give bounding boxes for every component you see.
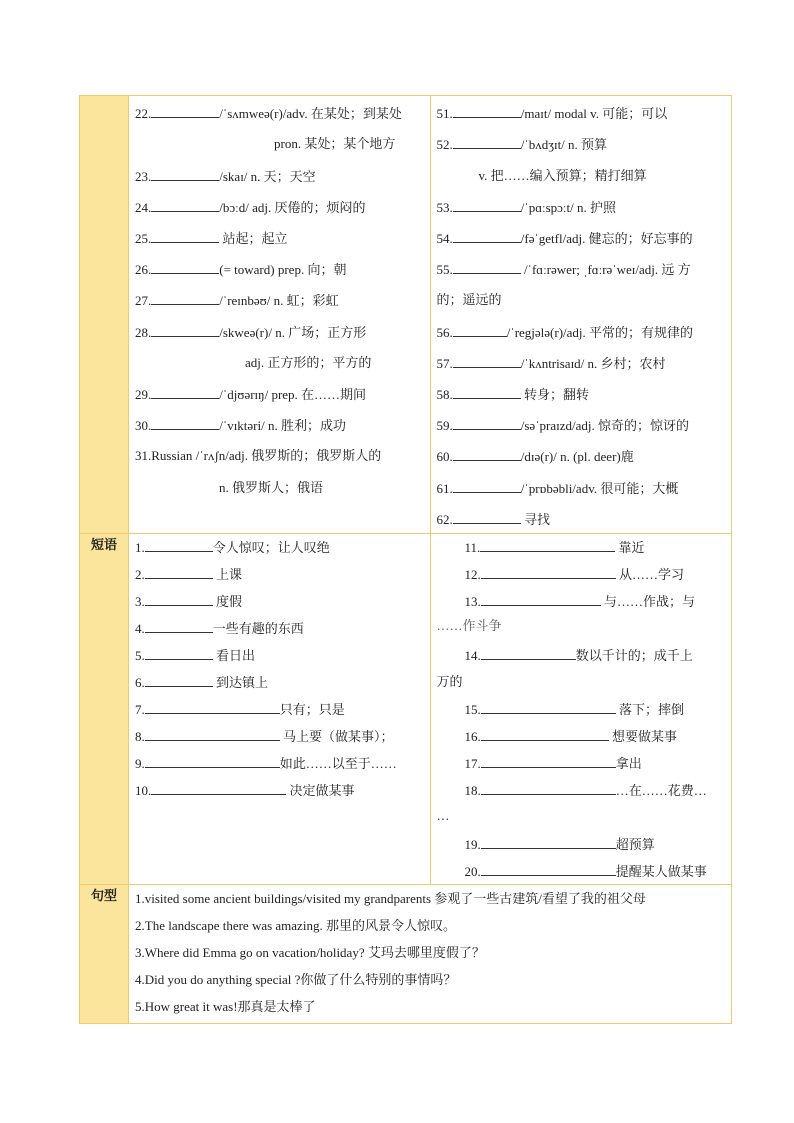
entry-text: 想要做某事 xyxy=(608,729,678,744)
entry-line xyxy=(219,480,323,496)
entry-text: /ˈpɑːspɔːt/ n. 护照 xyxy=(520,200,617,215)
entry-text: /dɪə(r)/ n. (pl. deer)鹿 xyxy=(520,449,634,464)
answer-blank[interactable] xyxy=(453,261,521,274)
answer-blank[interactable] xyxy=(453,386,521,399)
entry-line xyxy=(274,136,395,152)
entry-text: …在……花费… xyxy=(615,783,707,798)
entry-line xyxy=(437,480,679,497)
answer-blank[interactable] xyxy=(145,674,213,687)
sentence-pattern: 4.Did you do anything special ?你做了什么特别的事情吗？ xyxy=(135,972,457,987)
entry-line xyxy=(437,230,693,247)
answer-blank[interactable] xyxy=(151,324,219,337)
entry-text: … xyxy=(436,808,450,823)
entry-number: 31. xyxy=(135,448,152,463)
entry-number: 57. xyxy=(436,356,453,371)
entry-line xyxy=(135,593,242,610)
answer-blank[interactable] xyxy=(481,755,616,768)
sentence-pattern: 1.visited some ancient buildings/visited my grandparents 参观了一些古建筑/看望了我的祖父母 xyxy=(135,891,646,906)
entry-text: /ˈfɑːrəwer; ˌfɑːrəˈweɪ/adj. 远 方 xyxy=(520,262,691,277)
entry-text: 与……作战；与 xyxy=(600,594,696,609)
entry-number: 13. xyxy=(464,594,481,609)
entry-number: 25. xyxy=(135,231,152,246)
entry-line xyxy=(437,511,551,528)
entry-text: 转身；翻转 xyxy=(520,387,590,402)
entry-text: 度假 xyxy=(212,594,243,609)
answer-blank[interactable] xyxy=(151,199,219,212)
entry-line xyxy=(465,836,655,853)
answer-blank[interactable] xyxy=(481,593,601,606)
answer-blank[interactable] xyxy=(145,701,280,714)
entry-number: 8. xyxy=(135,729,145,744)
answer-blank[interactable] xyxy=(145,755,280,768)
entry-text: /maɪt/ modal v. 可能；可以 xyxy=(520,106,668,121)
entry-line xyxy=(465,701,685,718)
entry-text: 上课 xyxy=(212,567,243,582)
answer-blank[interactable] xyxy=(145,566,213,579)
entry-number: 1. xyxy=(135,540,145,555)
entry-number: 54. xyxy=(436,231,453,246)
entry-line xyxy=(465,647,693,664)
entry-text: 令人惊叹；让人叹绝 xyxy=(212,540,330,555)
sentence-pattern: 3.Where did Emma go on vacation/holiday? 艾玛去哪里度假了？ xyxy=(135,945,485,960)
answer-blank[interactable] xyxy=(453,511,521,524)
entry-text: ……作斗争 xyxy=(436,618,502,633)
entry-text: /səˈpraɪzd/adj. 惊奇的；惊讶的 xyxy=(520,418,689,433)
entry-number: 3. xyxy=(135,594,145,609)
answer-blank[interactable] xyxy=(151,386,219,399)
answer-blank[interactable] xyxy=(453,448,521,461)
entry-number: 16. xyxy=(464,729,481,744)
entry-text: 的；遥远的 xyxy=(436,292,502,307)
entry-text: /fəˈgetfl/adj. 健忘的；好忘事的 xyxy=(520,231,693,246)
entry-number: 22. xyxy=(135,106,152,121)
answer-blank[interactable] xyxy=(151,417,219,430)
vocab-left-column xyxy=(129,96,431,534)
entry-text: 超预算 xyxy=(615,837,655,852)
entry-number: 29. xyxy=(135,387,152,402)
answer-blank[interactable] xyxy=(453,230,521,243)
answer-blank[interactable] xyxy=(453,355,521,368)
entry-text: v. 把……编入预算；精打细算 xyxy=(478,168,647,183)
answer-blank[interactable] xyxy=(453,105,521,118)
answer-blank[interactable] xyxy=(151,230,219,243)
entry-line xyxy=(135,620,304,637)
entry-text: 站起；起立 xyxy=(219,231,288,246)
entry-line xyxy=(437,386,590,403)
answer-blank[interactable] xyxy=(481,863,616,876)
entry-number: 11. xyxy=(464,540,481,555)
entry-line xyxy=(135,230,288,247)
entry-text: /ˈreɪnbəʊ/ n. 虹；彩虹 xyxy=(219,293,339,308)
entry-line xyxy=(437,136,608,153)
answer-blank[interactable] xyxy=(145,593,213,606)
entry-text: 拿出 xyxy=(615,756,642,771)
entry-text: 只有；只是 xyxy=(279,702,345,717)
answer-blank[interactable] xyxy=(453,199,521,212)
vocab-right-column xyxy=(430,96,732,534)
vocabulary-table xyxy=(79,95,732,1024)
entry-text: /ˈbʌdʒɪt/ n. 预算 xyxy=(520,137,608,152)
entry-number: 4. xyxy=(135,621,145,636)
entry-text: adj. 正方形的；平方的 xyxy=(245,355,372,370)
answer-blank[interactable] xyxy=(481,728,609,741)
answer-blank[interactable] xyxy=(145,539,213,552)
entry-text: 万的 xyxy=(436,674,463,689)
vocab-label-cell xyxy=(80,96,129,534)
phrases-label: 短语 xyxy=(80,534,129,885)
entry-line xyxy=(465,755,642,772)
answer-blank[interactable] xyxy=(151,168,219,181)
sentences-row xyxy=(80,885,732,1024)
entry-line xyxy=(135,386,366,403)
entry-line xyxy=(465,566,685,583)
entry-line xyxy=(135,701,345,718)
entry-line xyxy=(135,105,402,122)
entry-line xyxy=(437,105,668,122)
entry-line xyxy=(135,755,397,772)
entry-number: 2. xyxy=(135,567,145,582)
entry-text: 寻找 xyxy=(520,512,551,527)
answer-blank[interactable] xyxy=(481,836,616,849)
answer-blank[interactable] xyxy=(151,782,286,795)
entry-text: /ˈprɒbəbli/adv. 很可能；大概 xyxy=(520,481,679,496)
entry-line xyxy=(465,593,696,610)
entry-number: 53. xyxy=(436,200,453,215)
answer-blank[interactable] xyxy=(151,105,219,118)
phrases-right-column xyxy=(430,534,732,885)
entry-line xyxy=(437,324,694,341)
entry-line xyxy=(135,199,366,216)
entry-text: n. 俄罗斯人；俄语 xyxy=(219,480,324,495)
sentences-column xyxy=(129,885,732,1024)
answer-blank[interactable] xyxy=(480,539,615,552)
entry-number: 18. xyxy=(464,783,481,798)
entry-number: 59. xyxy=(436,418,453,433)
entry-line xyxy=(135,728,394,745)
entry-line xyxy=(135,647,255,664)
entry-number: 9. xyxy=(135,756,145,771)
entry-number: 23. xyxy=(135,169,152,184)
entry-line xyxy=(437,808,450,824)
entry-line xyxy=(437,618,502,634)
sentence-pattern: 2.The landscape there was amazing. 那里的风景令人惊叹。 xyxy=(135,918,456,933)
entry-number: 52. xyxy=(436,137,453,152)
entry-line xyxy=(135,448,381,464)
entry-text: 一些有趣的东西 xyxy=(212,621,304,636)
entry-line xyxy=(245,355,371,371)
phrases-row xyxy=(80,534,732,885)
sentences-label: 句型 xyxy=(80,885,129,1024)
entry-number: 24. xyxy=(135,200,152,215)
entry-number: 5. xyxy=(135,648,145,663)
answer-blank[interactable] xyxy=(151,261,219,274)
answer-blank[interactable] xyxy=(453,324,507,337)
entry-line xyxy=(135,292,339,309)
answer-blank[interactable] xyxy=(145,647,213,660)
entry-text: 决定做某事 xyxy=(286,783,355,798)
answer-blank[interactable] xyxy=(453,417,521,430)
entry-text: (= toward) prep. 向；朝 xyxy=(219,262,347,277)
answer-blank[interactable] xyxy=(481,782,616,795)
answer-blank[interactable] xyxy=(481,566,616,579)
entry-text: 提醒某人做某事 xyxy=(615,864,707,879)
answer-blank[interactable] xyxy=(145,728,280,741)
entry-text: /bɔːd/ adj. 厌倦的；烦闷的 xyxy=(219,200,366,215)
entry-text: /ˈvɪktəri/ n. 胜利；成功 xyxy=(219,418,346,433)
sentence-pattern: 5.How great it was!那真是太棒了 xyxy=(135,999,316,1014)
answer-blank[interactable] xyxy=(453,136,521,149)
entry-text: 到达镇上 xyxy=(212,675,269,690)
entry-number: 26. xyxy=(135,262,152,277)
entry-number: 12. xyxy=(464,567,481,582)
entry-number: 56. xyxy=(436,325,453,340)
entry-text: /ˈdjʊərɪŋ/ prep. 在……期间 xyxy=(219,387,367,402)
entry-line xyxy=(135,168,316,185)
entry-text: 数以千计的；成千上 xyxy=(575,648,693,663)
entry-text: /ˈsʌmweə(r)/adv. 在某处；到某处 xyxy=(219,106,402,121)
entry-number: 20. xyxy=(464,864,481,879)
entry-text: 从……学习 xyxy=(615,567,685,582)
entry-line xyxy=(135,782,355,799)
entry-line xyxy=(437,355,666,372)
entry-number: 62. xyxy=(436,512,453,527)
entry-number: 14. xyxy=(464,648,481,663)
entry-number: 27. xyxy=(135,293,152,308)
entry-text: /ˈkʌntrisaɪd/ n. 乡村；农村 xyxy=(520,356,666,371)
entry-text: /skaɪ/ n. 天；天空 xyxy=(219,169,316,184)
answer-blank[interactable] xyxy=(481,647,576,660)
entry-number: 51. xyxy=(436,106,453,121)
entry-line xyxy=(437,674,463,690)
entry-number: 10. xyxy=(135,783,152,798)
entry-number: 15. xyxy=(464,702,481,717)
entry-line xyxy=(465,782,707,799)
entry-number: 60. xyxy=(436,449,453,464)
entry-number: 28. xyxy=(135,325,152,340)
entry-line xyxy=(437,292,502,308)
entry-line xyxy=(135,674,268,691)
entry-text: 靠近 xyxy=(615,540,645,555)
entry-line xyxy=(465,728,678,745)
entry-number: 61. xyxy=(436,481,453,496)
entry-line xyxy=(437,448,634,465)
entry-line xyxy=(465,539,645,556)
entry-line xyxy=(437,417,690,434)
entry-line xyxy=(135,539,330,556)
entry-number: 19. xyxy=(464,837,481,852)
answer-blank[interactable] xyxy=(453,480,521,493)
entry-number: 7. xyxy=(135,702,145,717)
entry-line xyxy=(135,261,346,278)
entry-number: 6. xyxy=(135,675,145,690)
entry-text: Russian /ˈrʌʃn/adj. 俄罗斯的；俄罗斯人的 xyxy=(151,448,382,463)
answer-blank[interactable] xyxy=(145,620,213,633)
entry-text: pron. 某处；某个地方 xyxy=(274,136,396,151)
entry-line xyxy=(437,261,691,278)
entry-number: 30. xyxy=(135,418,152,433)
entry-line xyxy=(437,199,617,216)
entry-line xyxy=(135,566,242,583)
answer-blank[interactable] xyxy=(481,701,616,714)
entry-text: 马上要（做某事）； xyxy=(279,729,394,744)
phrases-left-column xyxy=(129,534,431,885)
entry-line xyxy=(465,863,707,880)
entry-line xyxy=(135,324,366,341)
vocab-row xyxy=(80,96,732,534)
entry-text: 如此……以至于…… xyxy=(279,756,397,771)
answer-blank[interactable] xyxy=(151,292,219,305)
entry-number: 55. xyxy=(436,262,453,277)
entry-text: 落下；摔倒 xyxy=(615,702,685,717)
entry-text: 看日出 xyxy=(212,648,256,663)
entry-line xyxy=(135,417,346,434)
entry-text: /skweə(r)/ n. 广场；正方形 xyxy=(219,325,367,340)
entry-text: /ˈregjələ(r)/adj. 平常的；有规律的 xyxy=(506,325,694,340)
entry-line xyxy=(479,168,647,184)
entry-number: 58. xyxy=(436,387,453,402)
entry-number: 17. xyxy=(464,756,481,771)
